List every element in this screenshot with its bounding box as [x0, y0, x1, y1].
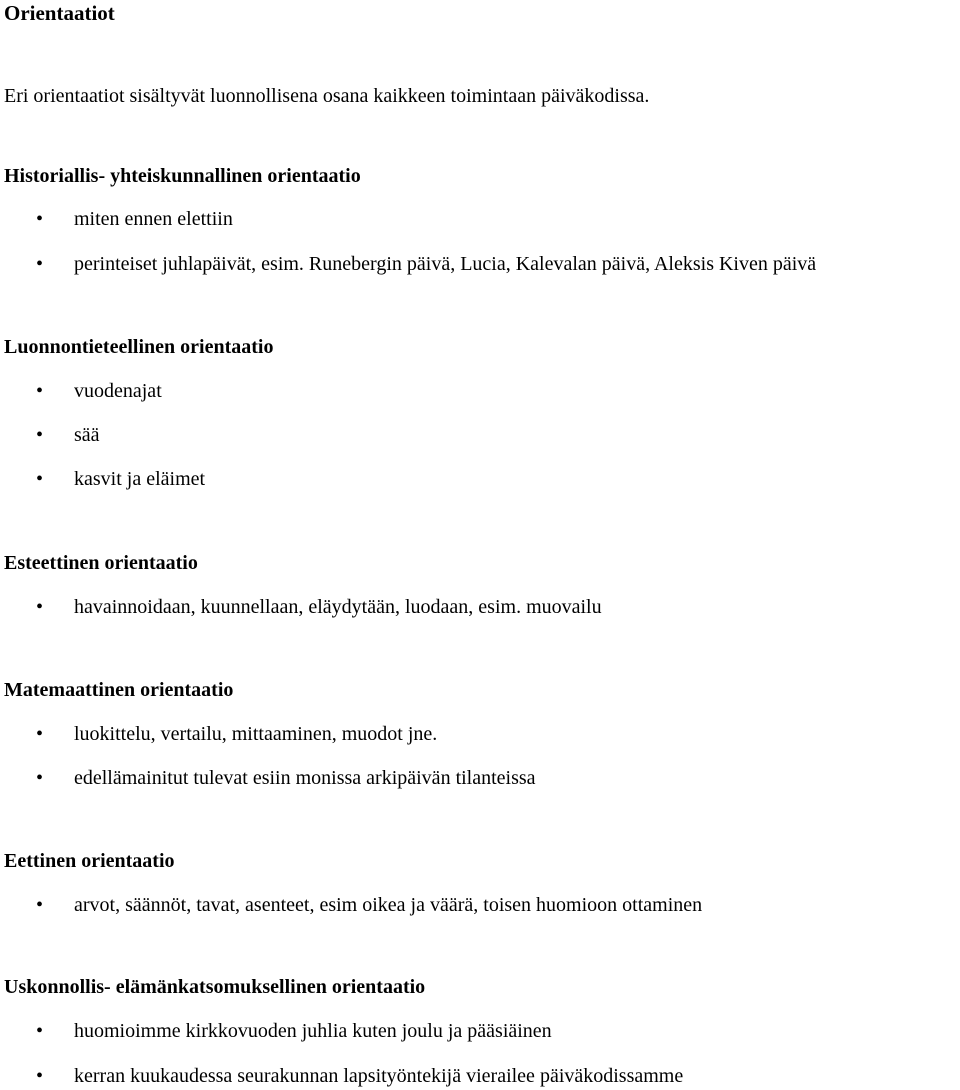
- intro-paragraph: Eri orientaatiot sisältyvät luonnollisena osana kaikkeen toimintaan päiväkodissa.: [4, 85, 650, 107]
- section-heading-religious: Uskonnollis- elämänkatsomuksellinen orientaatio: [4, 976, 426, 998]
- section-heading-mathematical: Matemaattinen orientaatio: [4, 679, 234, 701]
- list-item-text: kerran kuukaudessa seurakunnan lapsityöntekijä vierailee päiväkodissamme: [74, 1065, 684, 1087]
- list-item-text: vuodenajat: [74, 380, 162, 402]
- list-item: [36, 721, 437, 747]
- bullet-icon: •: [36, 894, 44, 916]
- list-item-text: miten ennen elettiin: [74, 208, 233, 230]
- section-heading-aesthetic: Esteettinen orientaatio: [4, 552, 198, 574]
- list-item: [36, 1018, 552, 1044]
- list-item: [36, 892, 702, 918]
- list-item: [36, 765, 536, 791]
- list-item-text: perinteiset juhlapäivät, esim. Runebergin päivä, Lucia, Kalevalan päivä, Aleksis Kiven päivä: [74, 253, 817, 275]
- list-item-text: sää: [74, 424, 100, 446]
- section-heading-historical: Historiallis- yhteiskunnallinen orientaatio: [4, 165, 361, 187]
- bullet-icon: •: [36, 424, 44, 446]
- bullet-icon: •: [36, 468, 44, 490]
- page-title: Orientaatiot: [4, 1, 115, 25]
- section-heading-natural-science: Luonnontieteellinen orientaatio: [4, 336, 274, 358]
- list-item: [36, 1063, 683, 1089]
- list-item: [36, 251, 816, 277]
- list-item-text: havainnoidaan, kuunnellaan, eläydytään, luodaan, esim. muovailu: [74, 596, 602, 618]
- bullet-icon: •: [36, 1065, 44, 1087]
- list-item: [36, 206, 233, 232]
- list-item: [36, 466, 205, 492]
- list-item: [36, 422, 100, 448]
- bullet-icon: •: [36, 1020, 44, 1042]
- list-item-text: kasvit ja eläimet: [74, 468, 206, 490]
- section-heading-ethical: Eettinen orientaatio: [4, 850, 175, 872]
- bullet-icon: •: [36, 767, 44, 789]
- bullet-icon: •: [36, 723, 44, 745]
- list-item: [36, 594, 602, 620]
- bullet-icon: •: [36, 596, 44, 618]
- list-item-text: arvot, säännöt, tavat, asenteet, esim oikea ja väärä, toisen huomioon ottaminen: [74, 894, 703, 916]
- list-item-text: luokittelu, vertailu, mittaaminen, muodot jne.: [74, 723, 438, 745]
- bullet-icon: •: [36, 208, 44, 230]
- bullet-icon: •: [36, 380, 44, 402]
- bullet-icon: •: [36, 253, 44, 275]
- list-item-text: huomioimme kirkkovuoden juhlia kuten joulu ja pääsiäinen: [74, 1020, 552, 1042]
- list-item: [36, 378, 162, 404]
- list-item-text: edellämainitut tulevat esiin monissa arkipäivän tilanteissa: [74, 767, 536, 789]
